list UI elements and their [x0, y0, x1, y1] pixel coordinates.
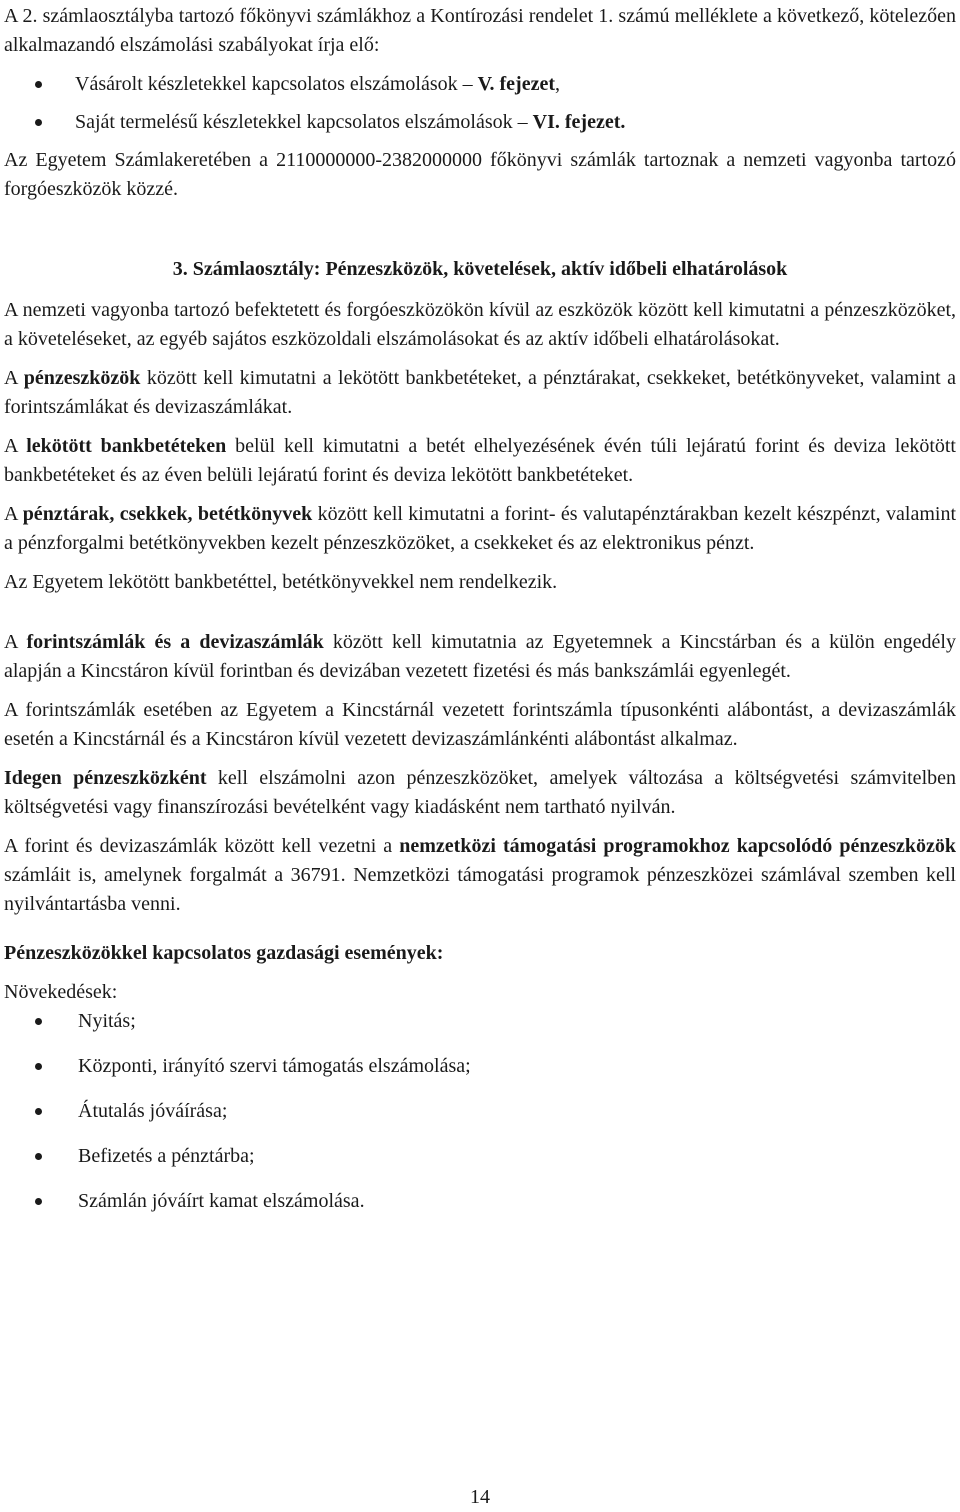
increases-list: [4, 1007, 956, 1216]
list-item: Számlán jóváírt kamat elszámolása.: [4, 1187, 956, 1216]
paragraph-cash: A pénzeszközök között kell kimutatni a lekötött bankbetéteket, a pénztárakat, csekkeket, betétkönyveket, valamint a forintszámlákat és devizaszámlákat.: [4, 367, 957, 418]
intro-paragraph: A 2. számlaosztályba tartozó főkönyvi számlákhoz a Kontírozási rendelet 1. számú melléklete a következő, kötelezően alkalmazandó elszámolási szabályokat írja elő:: [4, 5, 956, 56]
list-item: Nyitás;: [4, 1007, 956, 1036]
chapter-reference: V. fejezet: [477, 73, 556, 95]
account-range-paragraph: Az Egyetem Számlakeretében a 2110000000-2382000000 főkönyvi számlák tartoznak a nemzeti vagyonba tartozó forgóeszközök közzé.: [4, 149, 956, 200]
paragraph-no-deposits: Az Egyetem lekötött bankbetéttel, betétkönyvekkel nem rendelkezik.: [4, 571, 558, 593]
bold-term: lekötött bankbetéteken: [26, 435, 227, 457]
list-item-text: Vásárolt készletekkel kapcsolatos elszámolások –: [75, 73, 478, 95]
paragraph-cashiers: A pénztárak, csekkek, betétkönyvek között kell kimutatni a forint- és valutapénztárakban kezelt készpénzt, valamint a pénzforgalmi betétkönyvekben kezelt pénzeszközöket, a csekkeket és az elektronikus pénzt.: [4, 503, 957, 554]
bold-term: pénzeszközök: [23, 367, 141, 389]
bullet-icon: [35, 1108, 42, 1115]
document-page: [4, 0, 956, 1232]
bold-term: nemzetközi támogatási programokhoz kapcsolódó pénzeszközök: [399, 835, 956, 857]
bullet-icon: [35, 81, 42, 88]
bullet-icon: [35, 1063, 42, 1070]
chapter-list: [4, 70, 956, 137]
list-item: [4, 108, 956, 137]
list-item: Központi, irányító szervi támogatás elszámolása;: [4, 1052, 956, 1081]
list-item: Vásárolt készletekkel kapcsolatos elszámolások – V. fejezet,: [4, 70, 956, 99]
list-item-text: Saját termelésű készletekkel kapcsolatos elszámolások –: [75, 111, 533, 133]
bold-term: pénztárak, csekkek, betétkönyvek: [22, 503, 313, 525]
paragraph-breakdown: A forintszámlák esetében az Egyetem a Kincstárnál vezetett forintszámla típusonkénti alábontást, a devizaszámlák esetén a Kincstárnál és a Kincstáron kívül vezetett devizaszámlánkénti alábontást alkalmaz.: [4, 699, 956, 750]
paragraph-assets: A nemzeti vagyonba tartozó befektetett és forgóeszközökön kívül az eszközök között kell kimutatni a pénzeszközöket, a követeléseket, az egyéb sajátos eszközoldali elszámolásokat és az aktív időbeli elhatárolásokat.: [4, 299, 956, 350]
bullet-icon: [35, 119, 42, 126]
bold-term: forintszámlák és a devizaszámlák: [26, 631, 324, 653]
increases-label: Növekedések:: [4, 981, 118, 1003]
bullet-icon: [35, 1018, 42, 1025]
bullet-icon: [35, 1153, 42, 1160]
list-item: Befizetés a pénztárba;: [4, 1142, 956, 1171]
events-heading: Pénzeszközökkel kapcsolatos gazdasági események:: [4, 942, 444, 964]
paragraph-accounts: A forintszámlák és a devizaszámlák között kell kimutatnia az Egyetemnek a Kincstárban és a külön engedély alapján a Kincstáron kívül forintban és devizában vezetett fizetési és más bankszámlái egyenlegét.: [4, 631, 956, 682]
chapter-reference: VI. fejezet.: [532, 111, 626, 133]
paragraph-international: A forint és devizaszámlák között kell vezetni a nemzetközi támogatási programokhoz kapcsolódó pénzeszközök számláit is, amelynek forgalmát a 36791. Nemzetközi támogatási programok pénzeszközei számlával szemben kell nyilvántartásba venni.: [4, 835, 956, 915]
paragraph-foreign-funds: Idegen pénzeszközként kell elszámolni azon pénzeszközöket, amelyek változása a költségvetési számvitelben költségvetési vagy finanszírozási bevételként vagy kiadásként nem tartható nyilván.: [4, 767, 956, 818]
bullet-icon: [35, 1198, 42, 1205]
list-item: Átutalás jóváírása;: [4, 1097, 956, 1126]
bold-term: Idegen pénzeszközként: [4, 767, 207, 789]
page-number: 14: [470, 1486, 490, 1508]
paragraph-deposits: A lekötött bankbetéteken belül kell kimutatni a betét elhelyezésének évén túli lejáratú forint és deviza lekötött bankbetéteket és az éven belüli lejáratú forint és deviza lekötött bankbetéteket.: [4, 435, 956, 486]
section-title: 3. Számlaosztály: Pénzeszközök, követelések, aktív időbeli elhatárolások: [172, 258, 788, 280]
